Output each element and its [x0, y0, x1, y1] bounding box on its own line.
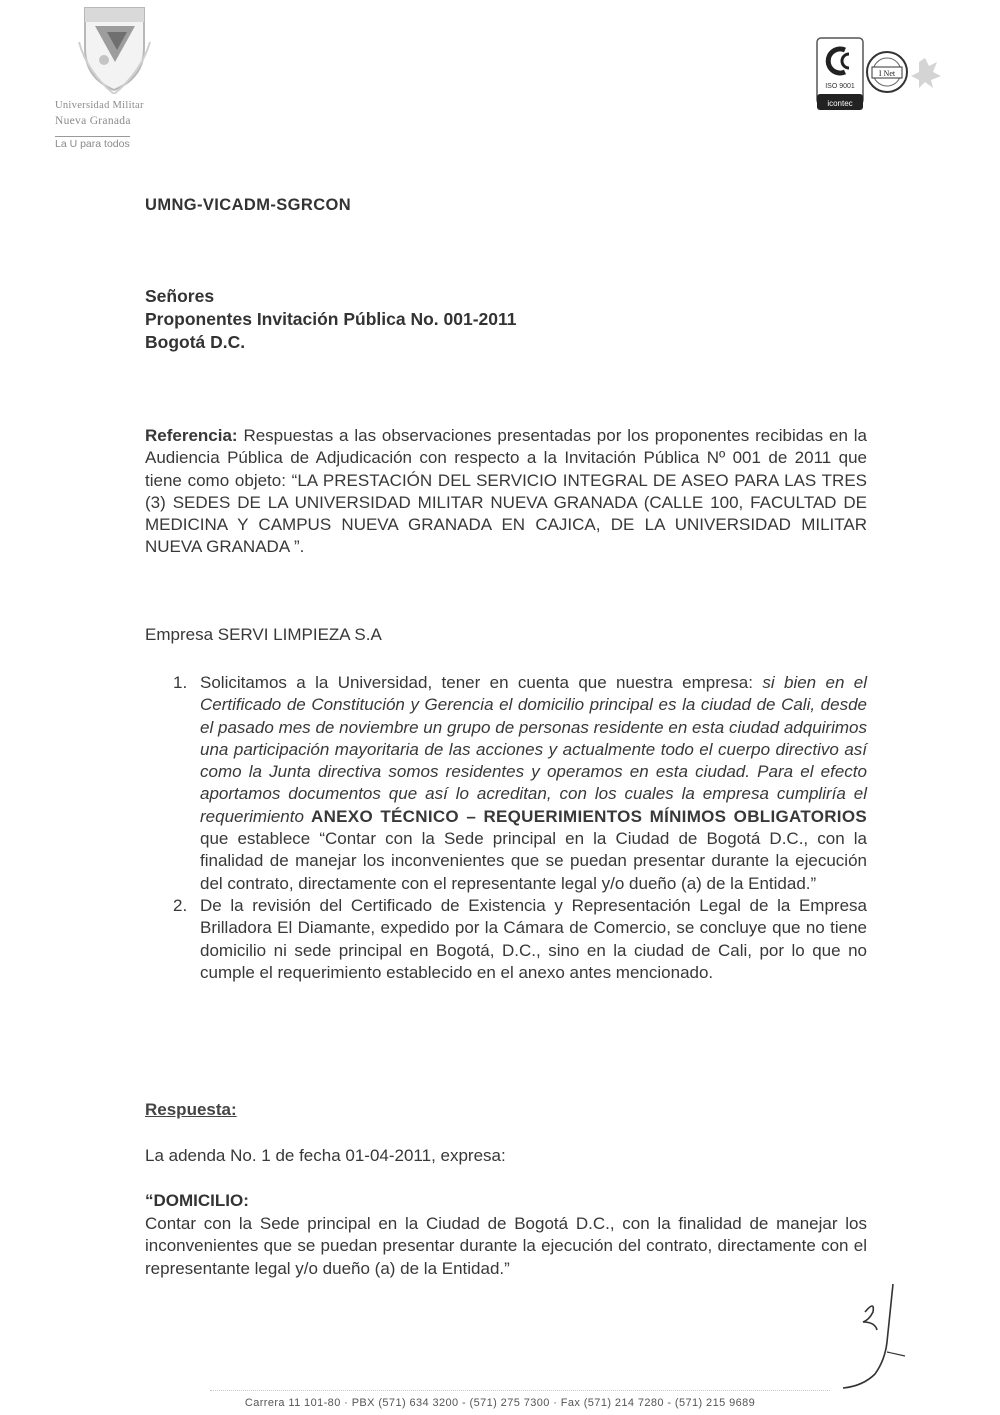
- addendum-line: La adenda No. 1 de fecha 01-04-2011, expresa:: [145, 1146, 506, 1165]
- reference-label: Referencia:: [145, 426, 238, 445]
- university-logo: [55, 2, 180, 152]
- footer-divider: [210, 1390, 830, 1391]
- certification-logos: [815, 36, 965, 121]
- cert-iso-label: ISO 9001: [825, 83, 855, 90]
- reference-text: Respuestas a las observaciones presentadas por los proponentes recibidas en la Audiencia Pública de Adjudicación con respecto a la Invitación Pública Nº 001 de 2011 que tiene como objeto: “LA PRESTACIÓN DEL SERVICIO INTEGRAL DE ASEO PARA LAS TRES (3) SEDES DE LA UNIVERSIDAD MILITAR NUEVA GRANADA (CALLE 100, FACULTAD DE MEDICINA Y CAMPUS NUEVA GRANADA EN CAJICA, DE LA UNIVERSIDAD MILITAR NUEVA GRANADA ”.: [145, 426, 867, 557]
- addressee-line: Proponentes Invitación Pública No. 001-2011: [145, 309, 517, 329]
- item-text: Solicitamos a la Universidad, tener en cuenta que nuestra empresa:: [200, 673, 763, 692]
- list-number: 1.: [173, 673, 188, 692]
- list-number: 2.: [173, 895, 188, 915]
- logo-text-line2: Nueva Granada: [55, 115, 131, 127]
- list-item: [145, 895, 867, 984]
- certification-seal-icon: [815, 36, 965, 121]
- cert-icontec-label: icontec: [827, 99, 853, 108]
- domicile-heading: “DOMICILIO:: [145, 1191, 249, 1210]
- response-heading: Respuesta:: [145, 1100, 237, 1119]
- item-quote: si bien en el Certificado de Constitución y Gerencia el domicilio principal es la ciudad de Cali, desde el pasado mes de noviembre un grupo de personas residente en esta ciudad adquirimos una participación mayoritaria de las acciones y actualmente todo el cuerpo directivo así como la Junta directiva somos residentes y operamos en esta ciudad. Para el efecto aportamos documentos que así lo acreditan, con los cuales la empresa cumpliría el requerimiento: [200, 673, 868, 826]
- addressee-line: Señores: [145, 286, 215, 306]
- observations-list: [145, 672, 867, 984]
- signature-initials-icon: [835, 1282, 915, 1392]
- company-name: Empresa SERVI LIMPIEZA S.A: [145, 625, 382, 644]
- addressee-line: Bogotá D.C.: [145, 332, 246, 352]
- logo-text-line1: Universidad Militar: [55, 100, 144, 111]
- addressee-block: [145, 285, 517, 354]
- item-text: De la revisión del Certificado de Existencia y Representación Legal de la Empresa Brilladora El Diamante, expedido por la Cámara de Comercio, se concluye que no tiene domicilio ni sede principal en Bogotá, D.C., sino en la ciudad de Cali, por lo que no cumple el requerimiento establecido en el anexo antes mencionado.: [200, 895, 867, 982]
- item-emphasis: ANEXO TÉCNICO – REQUERIMIENTOS MÍNIMOS OBLIGATORIOS: [311, 806, 867, 826]
- university-crest-icon: [77, 2, 152, 94]
- item-text: que establece “Contar con la Sede principal en la Ciudad de Bogotá D.C., con la finalidad de manejar los inconvenientes que se puedan presentar durante la ejecución del contrato, directamente con el representante legal y/o dueño (a) de la Entidad.”: [200, 829, 867, 893]
- list-item: [145, 672, 867, 895]
- reference-paragraph: [145, 425, 867, 559]
- domicile-paragraph: Contar con la Sede principal en la Ciudad de Bogotá D.C., con la finalidad de manejar los inconvenientes que se puedan presentar durante la ejecución del contrato, directamente con el representante legal y/o dueño (a) de la Entidad.”: [145, 1214, 867, 1278]
- footer-address: Carrera 11 101-80 · PBX (571) 634 3200 - (571) 275 7300 · Fax (571) 214 7280 - (571) 215 9689: [244, 1397, 756, 1409]
- cert-net-label: I Net: [878, 69, 896, 78]
- logo-tagline: La U para todos: [55, 138, 130, 150]
- document-code: UMNG-VICADM-SGRCON: [145, 196, 352, 214]
